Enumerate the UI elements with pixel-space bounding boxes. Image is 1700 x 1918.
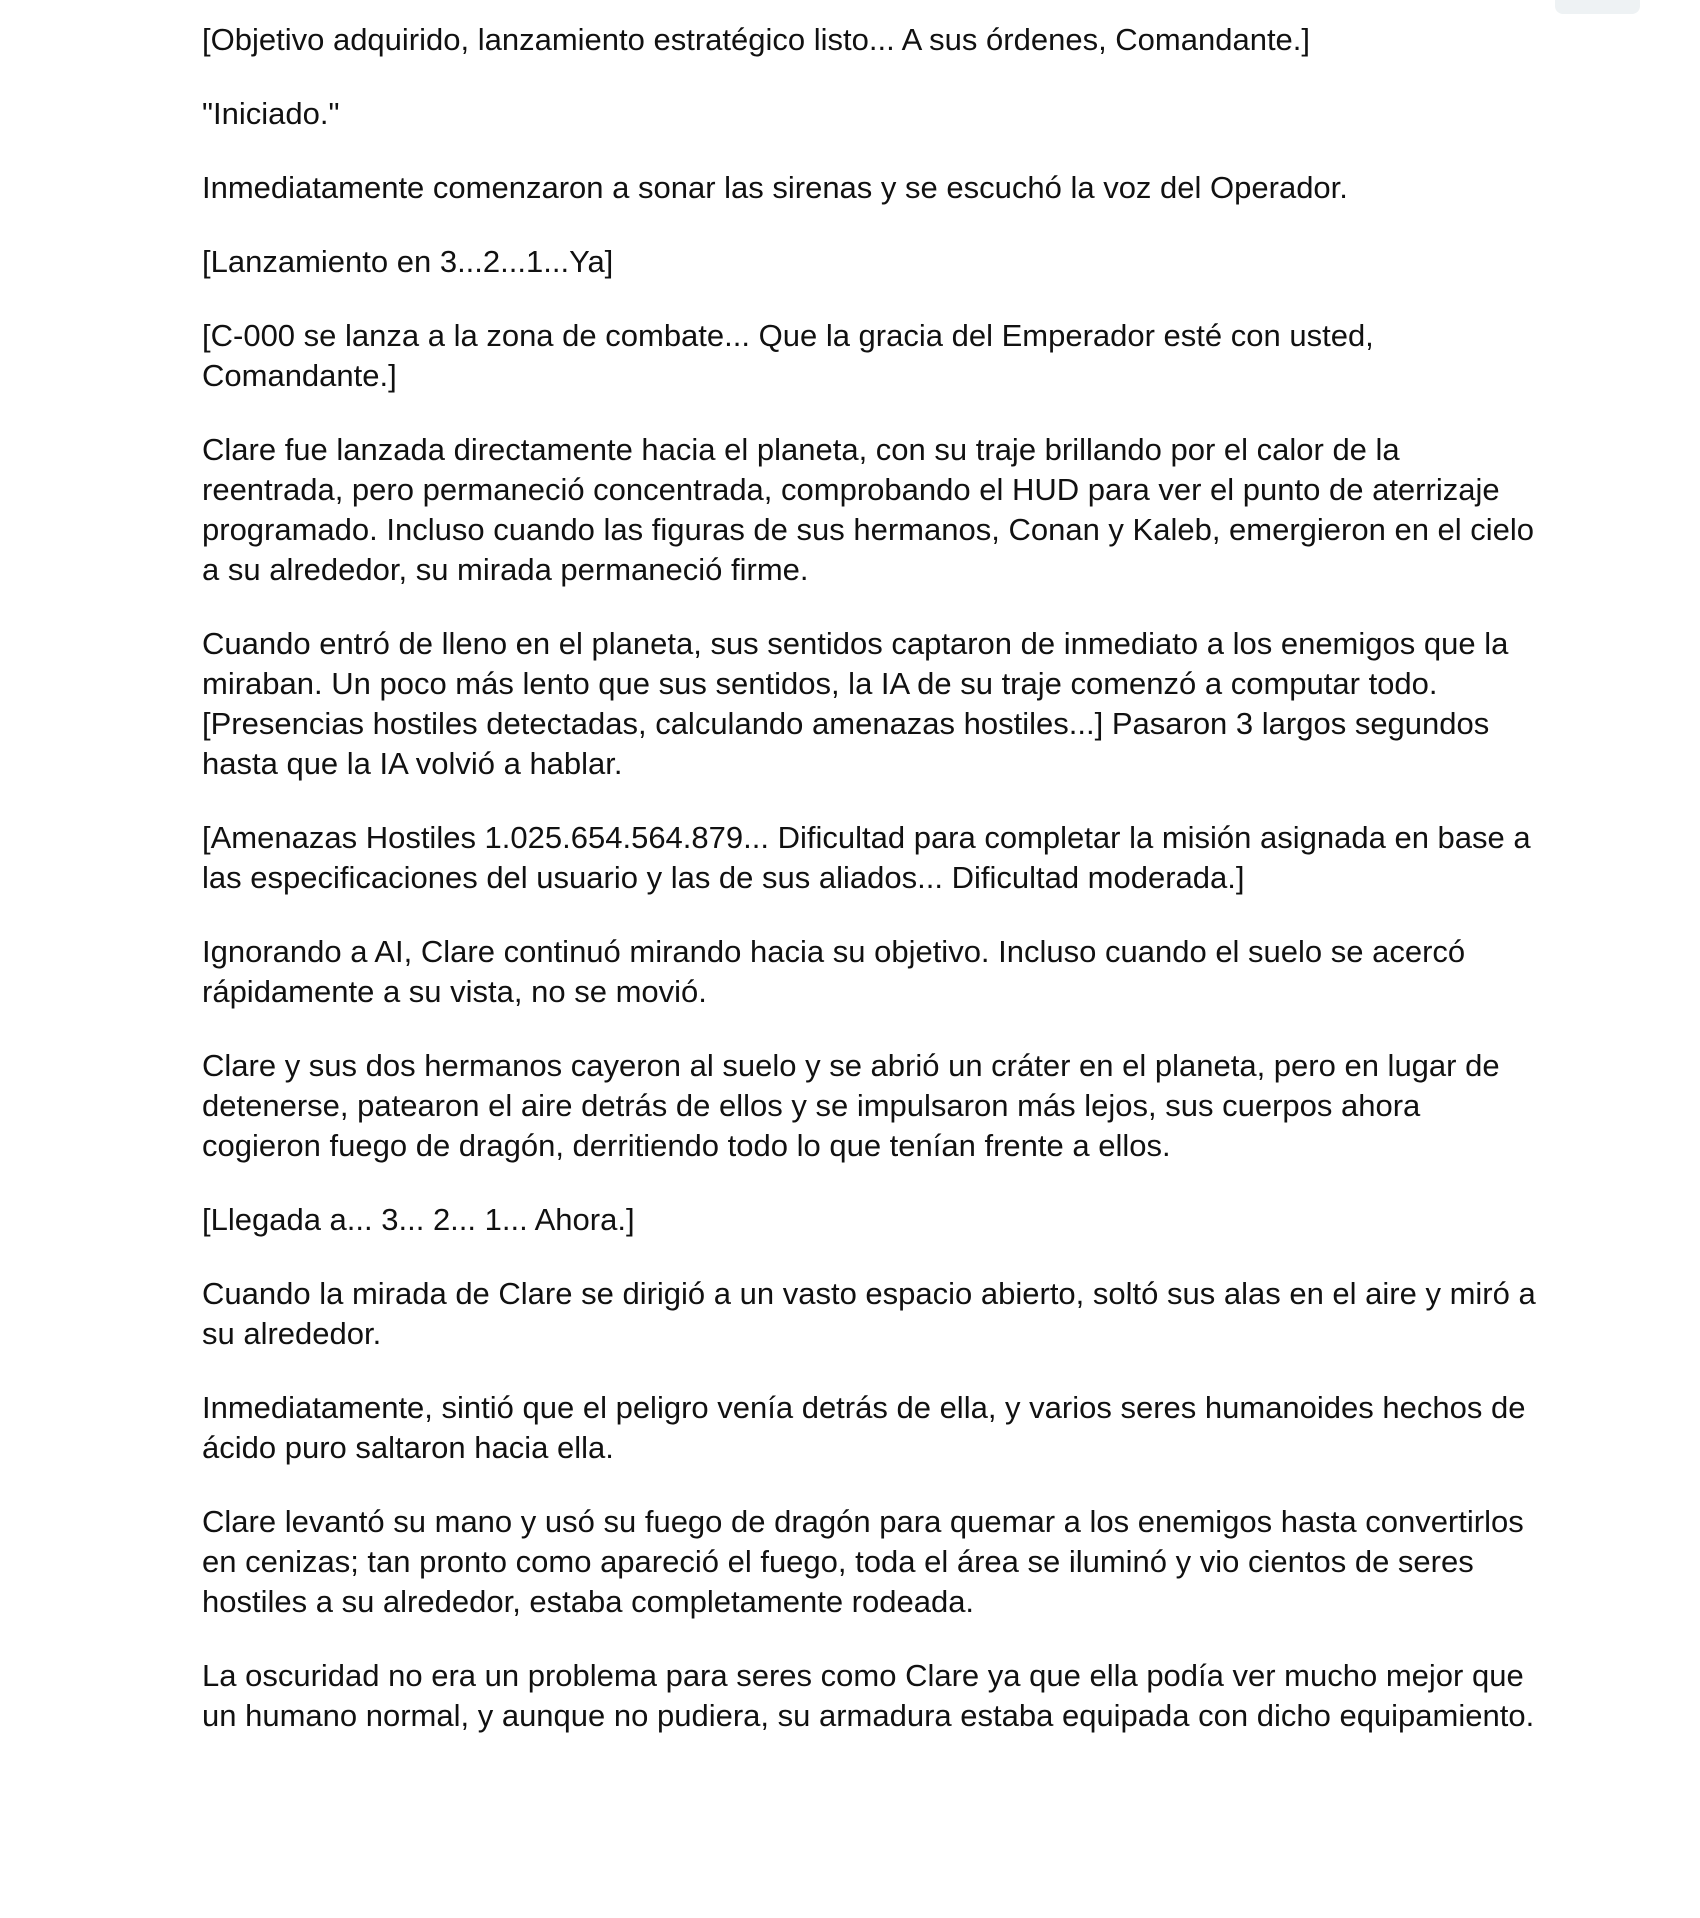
paragraph: "Iniciado.": [202, 96, 340, 131]
paragraph: Clare y sus dos hermanos cayeron al suelo y se abrió un cráter en el planeta, pero en lugar de detenerse, patearon el aire detrás de ellos y se impulsaron más lejos, sus cuerpos ahora cogieron fuego de dragón, derritiendo todo lo que tenían frente a ellos.: [202, 1048, 1500, 1163]
corner-tab: [1555, 0, 1640, 14]
paragraph: Ignorando a AI, Clare continuó mirando hacia su objetivo. Incluso cuando el suelo se acercó rápidamente a su vista, no se movió.: [202, 934, 1466, 1009]
paragraph: [C-000 se lanza a la zona de combate... Que la gracia del Emperador esté con usted, Comandante.]: [202, 318, 1374, 393]
paragraph: Clare fue lanzada directamente hacia el planeta, con su traje brillando por el calor de la reentrada, pero permaneció concentrada, comprobando el HUD para ver el punto de aterrizaje programado. Incluso cuando las figuras de sus hermanos, Conan y Kaleb, emergieron en el cielo a su alrededor, su mirada permaneció firme.: [202, 432, 1535, 587]
paragraph: [Lanzamiento en 3...2...1...Ya]: [202, 244, 614, 279]
paragraph: [Amenazas Hostiles 1.025.654.564.879... Dificultad para completar la misión asignada en base a las especificaciones del usuario y las de sus aliados... Dificultad moderada.]: [202, 820, 1531, 895]
paragraph: Cuando la mirada de Clare se dirigió a un vasto espacio abierto, soltó sus alas en el aire y miró a su alrededor.: [202, 1276, 1536, 1351]
paragraph: Clare levantó su mano y usó su fuego de dragón para quemar a los enemigos hasta convertirlos en cenizas; tan pronto como apareció el fuego, toda el área se iluminó y vio cientos de seres hostiles a su alrededor, estaba completamente rodeada.: [202, 1504, 1524, 1619]
paragraph: Inmediatamente comenzaron a sonar las sirenas y se escuchó la voz del Operador.: [202, 170, 1348, 205]
paragraph: Cuando entró de lleno en el planeta, sus sentidos captaron de inmediato a los enemigos que la miraban. Un poco más lento que sus sentidos, la IA de su traje comenzó a computar todo. [Presencias hostiles detectadas, calculando amenazas hostiles...] Pasaron 3 largos segundos hasta que la IA volvió a hablar.: [202, 626, 1509, 781]
document-body: [202, 20, 1542, 1770]
paragraph: [Llegada a... 3... 2... 1... Ahora.]: [202, 1202, 635, 1237]
paragraph: La oscuridad no era un problema para seres como Clare ya que ella podía ver mucho mejor que un humano normal, y aunque no pudiera, su armadura estaba equipada con dicho equipamiento.: [202, 1658, 1535, 1733]
paragraph: Inmediatamente, sintió que el peligro venía detrás de ella, y varios seres humanoides hechos de ácido puro saltaron hacia ella.: [202, 1390, 1526, 1465]
paragraph: [Objetivo adquirido, lanzamiento estratégico listo... A sus órdenes, Comandante.]: [202, 22, 1311, 57]
